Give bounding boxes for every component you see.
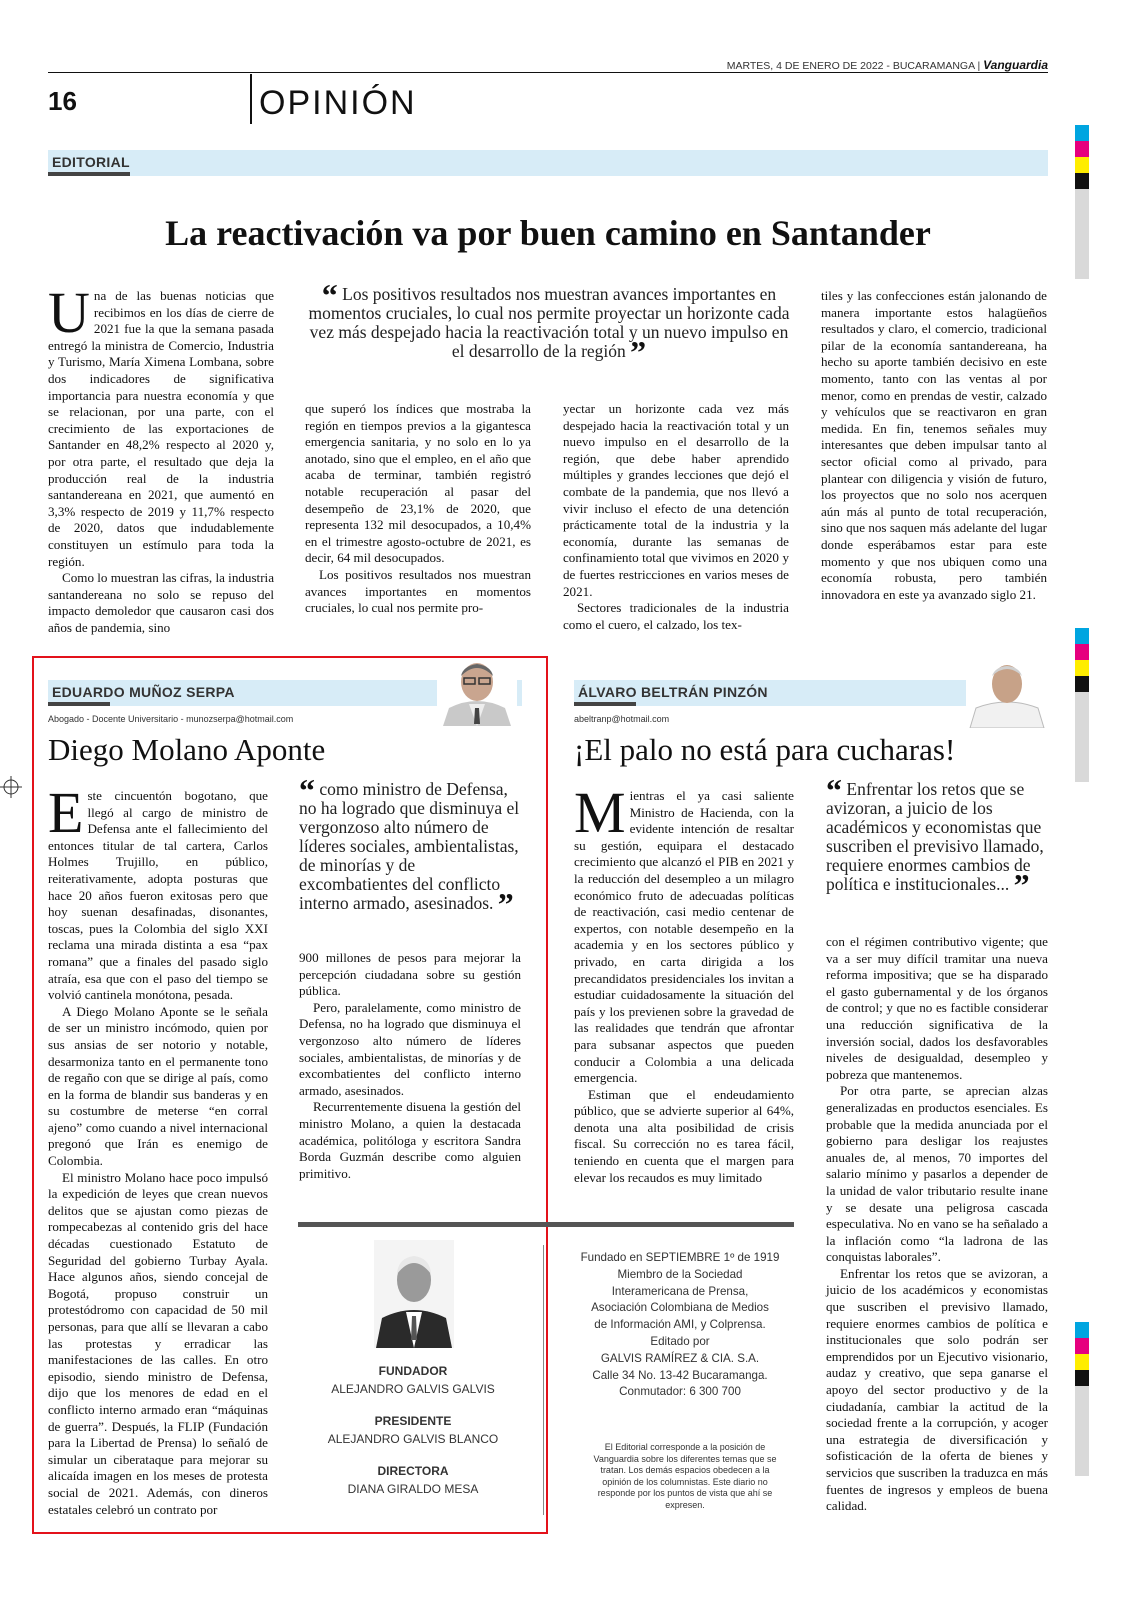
column-title-right: ¡El palo no está para cucharas! bbox=[574, 732, 956, 767]
author-name-left: EDUARDO MUÑOZ SERPA bbox=[52, 684, 235, 700]
editorial-pull-quote: “ Los positivos resultados nos muestran avances importantes en momentos cruciales, lo cual nos permite proyectar un horizonte cada vez más despejado hacia la reactivación total y un nuevo impulso en el desarrollo de la región ” bbox=[308, 277, 790, 370]
dropcap: E bbox=[48, 780, 84, 845]
registration-mark-icon bbox=[0, 776, 22, 803]
masthead-rule bbox=[298, 1222, 794, 1227]
author-name-right: ÁLVARO BELTRÁN PINZÓN bbox=[578, 684, 768, 700]
masthead-line: Asociación Colombiana de Medios bbox=[591, 1301, 769, 1315]
right-column-1: Mientras el ya casi saliente Ministro de Hacienda, con la evidente intención de resaltar su gestión, equipara el destacado crecimiento que alcanzó el PIB en 2021 y la reducción del desempleo a un milagro económico fruto de adecuadas políticas de reactivación, casi medio centenar de expertos, con notable desempeño en la academia y en los sectores público y privado, en carta dirigida a los precandidatos presidenciales los invitan a estudiar cuidadosamente la situación del país y los previenen sobre la gravedad de las realidades que tendrán que afrontar para subsanar aspectos que pueden conducir a Colombia a una delicada emergencia. Estiman que el endeudamiento público, que se advierte superior al 64%, denota una alta posibilidad de crisis fiscal. Su corrección no es tarea fácil, teniendo en cuenta que el margen para elevar los recaudos es muy limitado bbox=[574, 780, 794, 1185]
close-quote-icon: ” bbox=[630, 334, 647, 370]
dropcap: M bbox=[574, 780, 626, 845]
column-title-left: Diego Molano Aponte bbox=[48, 732, 326, 767]
editorial-band bbox=[48, 150, 1048, 176]
founder-label: FUNDADOR bbox=[378, 1364, 448, 1378]
open-quote-icon: “ bbox=[826, 772, 842, 808]
author-photo-left bbox=[437, 658, 517, 726]
left-column-2: 900 millones de pesos para mejorar la percepción ciudadana sobre su gestión pública. Pero, paralelamente, como ministro de Defensa, no ha logrado que disminuya el vergonzoso alto número de líderes sociales, ambientalistas, de minorías y de excombatientes del conflicto interno armado, asesinados. Recurrentemente disuena la gestión del ministro Molano, a quien la destacada académica, politóloga y escritora Sandra Borda Guzmán describe como alguien primitivo. bbox=[299, 950, 521, 1181]
page-number: 16 bbox=[48, 86, 77, 116]
editorial-column-1: Una de las buenas noticias que recibimos en los días de cierre de 2021 fue la que la semana pasada entregó la ministra de Comercio, Industria y Turismo, María Ximena Lombana, sobre dos indicadores de significativa importancia para nuestra economía y que se relacionan, por una parte, con el crecimiento de las exportaciones de Santander en 48,2% respecto al 2020 y, por otra parte, el resultado que deja la producción real de la industria santandereana en 2021, que aumentó en 3,3% respecto de 2019 y 11,7% respecto de 2020, datos que indudablemente constituyen un estímulo para toda la región. Como lo muestran las cifras, la industria santandereana no solo se repuso del impacto demoledor que causaron casi dos años de pandemia, sino bbox=[48, 280, 274, 635]
masthead-line: Miembro de la Sociedad bbox=[617, 1267, 743, 1281]
director-label: DIRECTORA bbox=[377, 1464, 449, 1478]
president-label: PRESIDENTE bbox=[374, 1414, 452, 1428]
brand-logo: Vanguardia bbox=[983, 58, 1048, 72]
left-pull-quote: “ como ministro de Defensa, no ha logrado que disminuya el vergonzoso alto número de líderes sociales, ambientalistas, de minorías y de excombatientes del conflicto interno armado, asesinados. ” bbox=[299, 772, 520, 922]
founder-name: ALEJANDRO GALVIS GALVIS bbox=[331, 1382, 495, 1396]
close-quote-icon: ” bbox=[1013, 867, 1030, 903]
masthead-divider bbox=[543, 1245, 544, 1515]
close-quote-icon: ” bbox=[497, 886, 514, 922]
dropcap: U bbox=[48, 280, 90, 345]
masthead-info bbox=[560, 1250, 800, 1401]
masthead-line: GALVIS RAMÍREZ & CIA. S.A. bbox=[600, 1351, 760, 1365]
masthead-disclaimer: El Editorial corresponde a la posición de Vanguardia sobre los diferentes temas que se tratan. Los demás espacios obedecen a la opinión de los columnistas. Este diario no responde por los puntos de vista que ahí se expresen. bbox=[593, 1442, 777, 1510]
left-column-1: Este cincuentón bogotano, que llegó al cargo de ministro de Defensa ante el fallecimiento del entonces titular de tal cartera, Carlos Holmes Trujillo, en público, reiterativamente, adopta posturas que hace 20 años fueron exitosas pero que hoy suenan desafinadas, disonantes, toscas, pues la Colombia del siglo XXI reclama una mirada distinta a esa “pax romana” que a finales del pasado siglo atraía, esa que con el paso del tiempo se volvió cantinela monótona, pesada. A Diego Molano Aponte se le señala de ser un ministro incómodo, quien por sus ansias de ser notorio y notable, desarmoniza tanto en el permanente tono de regaño con que se dirige al país, como en la forma de blandir sus banderas y en su costumbre de meterse “en corral ajeno” como cuando a nivel internacional pregonó que Irán es enemigo de Colombia. El ministro Molano hace poco impulsó la expedición de leyes que crean nuevos delitos que se ajustan como piezas de rompecabezas al contenido gris del hace décadas cuestionado Estatuto de Seguridad del gobierno Turbay Ayala. Hace algunos años, siendo concejal de Bogotá, propuso construir un protestódromo con capacidad de 50 mil personas, para que allí se llevaran a cabo las protestas y erradicar las manifestaciones de las calles. En otro episodio, siendo ministro de Defensa, dijo que los menores de edad en el conflicto interno armado eran “máquinas de guerra”. Después, la FLIP (Fundación para la Libertad de Prensa) lo señaló de simular un ciberataque para mejorar su alicaída imagen en los meses de protesta social de 2021. Además, con dineros estatales celebró un contrato por bbox=[48, 780, 268, 1517]
masthead-line: de Información AMI, y Colprensa. bbox=[594, 1318, 766, 1332]
right-pull-quote: “ Enfrentar los retos que se avizoran, a juicio de los académicos y economistas que suscriben el previsivo llamado, requiere enormes cambios de política e institucionales... ” bbox=[826, 772, 1044, 903]
editorial-column-2: que superó los índices que mostraba la región en tiempos previos a la gigantesca emergencia sanitaria, y no solo en lo ya anotado, sino que el empleo, en el año que acaba de terminar, también registró notable recuperación al pasar del desempeño de 23,1% de 2020, que representa 132 mil desocupados, a 10,4% en el trimestre agosto-octubre de 2021, es decir, 64 mil desocupados. Los positivos resultados nos muestran avances importantes en momentos cruciales, lo cual nos permite pro- bbox=[305, 401, 531, 616]
header-divider bbox=[250, 74, 252, 124]
author-underline-left bbox=[48, 702, 110, 706]
director-name: DIANA GIRALDO MESA bbox=[347, 1482, 479, 1496]
section-title: OPINIÓN bbox=[259, 84, 417, 122]
author-underline-right bbox=[574, 702, 636, 706]
dateline: MARTES, 4 DE ENERO DE 2022 - BUCARAMANGA | Vanguardia bbox=[726, 58, 1048, 72]
author-bio-right: abeltranp@hotmail.com bbox=[574, 714, 670, 724]
masthead-line: Calle 34 No. 13-42 Bucaramanga. bbox=[592, 1368, 768, 1382]
masthead-line: Conmutador: 6 300 700 bbox=[619, 1385, 741, 1399]
open-quote-icon: “ bbox=[299, 772, 315, 808]
editorial-underline bbox=[48, 172, 130, 176]
founder-photo bbox=[374, 1240, 454, 1348]
masthead-line: Fundado en SEPTIEMBRE 1º de 1919 bbox=[580, 1251, 780, 1264]
header-rule bbox=[48, 72, 1048, 73]
editorial-column-4: tiles y las confecciones están jalonando de manera importante estos halagüeños resultados y claro, el comercio, tradicional pilar de la economía santandereana, ha hecho su aporte también decisivo en este momento, tanto con las ventas al por menor, como en prendas de vestir, calzado y vehículos que se reactivaron en gran medida. En fin, tenemos señales muy interesantes que deben impulsar tanto al sector oficial como al privado, para plantear con diligencia y visión de futuro, los proyectos que no solo nos acerquen aún más al punto de total recuperación, sino que nos saquen más adelante del lugar donde esperábamos estar para este momento y que nos ubiquen como una economía robusta, pero también innovadora en este ya avanzado siglo 21. bbox=[821, 288, 1047, 602]
masthead-line: Editado por bbox=[650, 1334, 710, 1348]
editorial-column-3: yectar un horizonte cada vez más despejado hacia la reactivación total y un nuevo impulso en el desarrollo de la región, que debe haber aprendido múltiples y grandes lecciones que dejó el combate de la pandemia, que nos llevó a vivir incluso el efecto de una detención prácticamente total de la industria y la economía, durante las semanas de confinamiento total que vivimos en 2020 y de fuertes restricciones en varios meses de 2021. Sectores tradicionales de la industria como el cuero, el calzado, los tex- bbox=[563, 401, 789, 632]
author-photo-right bbox=[966, 658, 1048, 728]
editorial-label: EDITORIAL bbox=[52, 154, 130, 170]
open-quote-icon: “ bbox=[321, 277, 338, 313]
author-bio-left: Abogado - Docente Universitario - munozserpa@hotmail.com bbox=[48, 714, 294, 724]
masthead-line: Interamericana de Prensa, bbox=[611, 1284, 749, 1298]
editorial-headline: La reactivación va por buen camino en Santander bbox=[165, 213, 931, 253]
president-name: ALEJANDRO GALVIS BLANCO bbox=[327, 1432, 499, 1446]
right-column-2: con el régimen contributivo vigente; que va a ser muy difícil tramitar una nueva reforma impositiva; que se ha disparado el gasto gubernamental y de los órganos de control; y que no es factible considerar una reducción significativa de la inversión social, dados los desfavorables niveles de desigualdad, desempleo y pobreza que mantenemos. Por otra parte, se aprecian alzas generalizadas en productos esenciales. Es probable que la medida anunciada por el gobierno para desligar los reajustes anuales de, al menos, 70 importes del salario mínimo y pasarlos a depender de la unidad de valor tributario resulte inane y se desate una peligrosa cascada especulativa. No en vano se ha señalado a la inflación como “la ladrona de las conquistas laborales”. Enfrentar los retos que se avizoran, a juicio de los académicos y economistas que suscriben el previsivo llamado, requiere enormes cambios de política e institucionales que solo podrán ser emprendidos por un Ejecutivo visionario, audaz y creativo, que sepa ganarse el apoyo del sector productivo y de la ciudadanía, cambiar la actitud de la sociedad frente a la corrupción, y acoger una estrategia de diversificación y sofisticación de la oferta de bienes y servicios que suscriben la traduzca en más fuentes de ingresos y empleos de buena calidad. bbox=[826, 934, 1048, 1514]
